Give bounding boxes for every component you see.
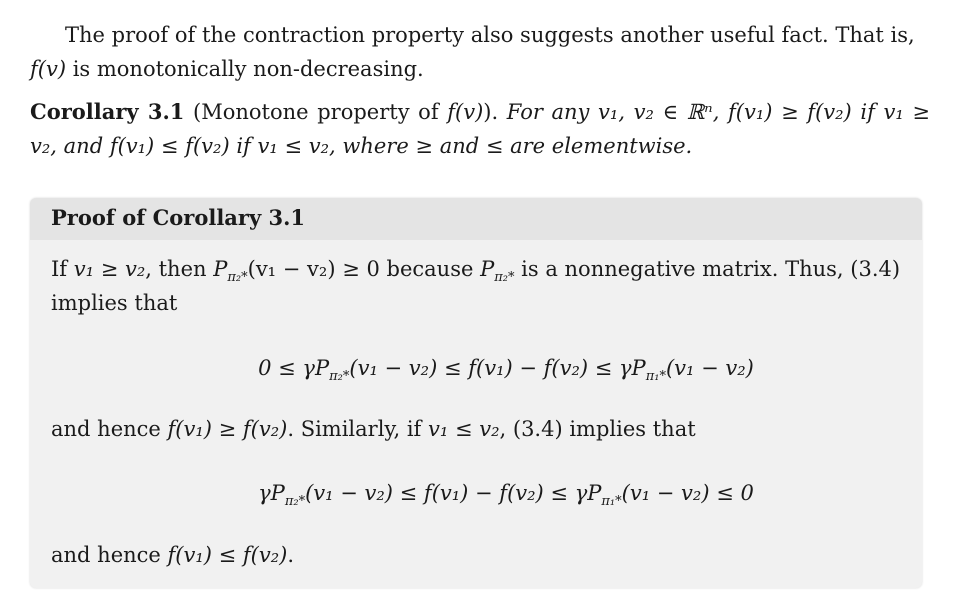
corollary-body-text: , and: [50, 134, 110, 158]
intro-text: The proof of the contraction property also suggests another useful fact. That is,: [65, 23, 915, 47]
equation-1: [30, 351, 922, 385]
proof-paragraph-3: [51, 538, 906, 572]
corollary-title-end: ).: [483, 100, 499, 124]
proof-text: and hence: [51, 417, 168, 441]
corollary-title-math: f(v): [447, 100, 484, 124]
math-cond: v₁ ≤ v₂: [257, 134, 329, 158]
math-ineq: f(v₁) ≤ f(v₂): [167, 543, 288, 567]
proof-paragraph-1: [51, 252, 906, 320]
corollary-statement: [30, 95, 930, 163]
math-cond: v₁ ≥ v₂: [73, 257, 146, 281]
proof-text: and hence: [51, 543, 168, 567]
corollary-body-text: if: [229, 134, 258, 158]
math-cond: v₁ ≤ v₂: [428, 417, 500, 441]
proof-header: Proof of Corollary 3.1: [30, 198, 922, 240]
math-symbol: (v₁ − v₂) ≥ 0: [247, 257, 380, 281]
proof-box: [30, 198, 922, 588]
intro-text-end: is monotonically non-decreasing.: [66, 57, 424, 81]
math-symbol: P: [480, 257, 495, 281]
equation-1-render: $0 \le \gamma P_{\pi_2*}(v_1 - v_2) \le f(v_1) - f(v_2) \le \gamma P_{\pi_1*}(v_1 - v_2)$: [258, 356, 754, 385]
corollary-body-text: For any: [498, 100, 599, 124]
intro-paragraph: [30, 18, 930, 86]
math-cond: v₁ ≥ v₂: [30, 100, 930, 158]
math-symbol: P: [213, 257, 228, 281]
corollary-body-text: , where ≥ and ≤ are elementwise.: [329, 134, 693, 158]
corollary-title: (Monotone property of: [184, 100, 448, 124]
corollary-body-text: ,: [712, 100, 728, 124]
proof-text: because: [379, 257, 481, 281]
proof-text: , (3.4) implies that: [499, 417, 696, 441]
math-ineq: f(v₁) ≥ f(v₂): [167, 417, 288, 441]
math-fv: f(v): [30, 57, 67, 81]
math-ineq: f(v₁) ≥ f(v₂): [728, 100, 852, 124]
math-subscript: π₂*: [227, 270, 248, 286]
corollary-label: Corollary 3.1: [30, 99, 185, 124]
proof-paragraph-2: [51, 412, 906, 446]
math-expr: [480, 257, 515, 286]
proof-text: .: [287, 543, 295, 567]
proof-text: is a nonnegative matrix. Thus, (3.4) implies that: [51, 257, 901, 315]
math-ineq: f(v₁) ≤ f(v₂): [109, 134, 230, 158]
equation-2: [30, 476, 922, 510]
math-vars: v₁, v₂ ∈ ℝⁿ: [598, 100, 713, 124]
proof-text: , then: [145, 257, 214, 281]
proof-text: . Similarly, if: [287, 417, 429, 441]
math-expr: [213, 257, 380, 286]
math-subscript: π₂*: [494, 270, 515, 286]
corollary-body-text: if: [851, 100, 884, 124]
proof-text: If: [51, 257, 74, 281]
equation-2-render: $\gamma P_{\pi_2*}(v_1 - v_2) \le f(v_1) - f(v_2) \le \gamma P_{\pi_1*}(v_1 - v_2) \le 0$: [258, 481, 754, 510]
